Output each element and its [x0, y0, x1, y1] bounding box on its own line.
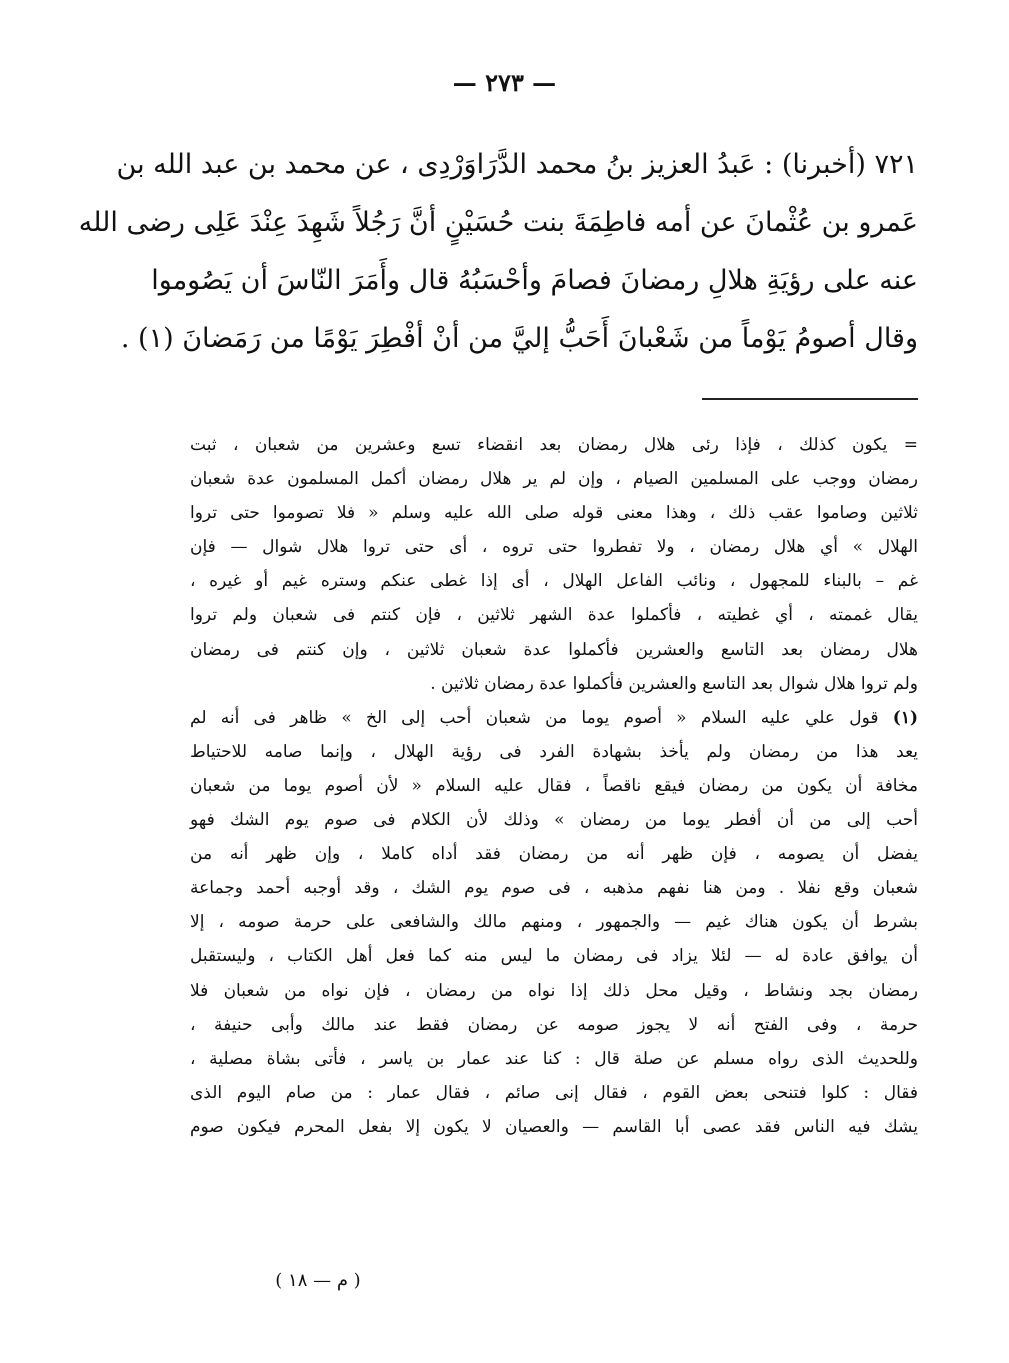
note-line: غم – بالبناء للمجهول ، ونائب الفاعل الهلال ، أى إذا غطى عنكم وستره غيم أو غيره ، — [190, 571, 918, 592]
footnote-line: حرمة ، وفى الفتح أنه لا يجوز صومه عن رمضان فقط عند مالك وأبى حنيفة ، — [190, 1014, 918, 1035]
footnote-line: رمضان بجد ونشاط ، وقيل محل ذلك إذا نواه من رمضان ، فإن نواه من شعبان فلا — [190, 980, 918, 1001]
signature-mark: ( م — ١٨ ) — [275, 1270, 361, 1291]
footnote-text: قول علي عليه السلام « أصوم يوما من شعبان أحب إلى الخ » ظاهر فى أنه لم — [190, 707, 879, 728]
footnote-line: أحب إلى من أن أفطر يوما من رمضان » وذلك لأن الكلام فى صوم يوم الشك فهو — [190, 810, 918, 831]
page-number: — ٢٧٣ — — [452, 68, 557, 97]
note-line: = يكون كذلك ، فإذا رئى هلال رمضان بعد انقضاء تسع وعشرين من شعبان ، ثبت — [190, 435, 918, 455]
footnote-1-first-line — [190, 701, 918, 735]
note-line: رمضان ووجب على المسلمين الصيام ، وإن لم ير هلال رمضان أكمل المسلمون عدة شعبان — [190, 469, 918, 490]
note-line: ثلاثين وصاموا عقب ذلك ، وهذا معنى قوله صلى الله عليه وسلم « فلا تصوموا حتى تروا — [190, 503, 918, 524]
footnote-line: فقال : كلوا فتنحى بعض القوم ، فقال إنى صائم ، فقال عمار : من صام اليوم الذى — [190, 1082, 918, 1103]
footnote-marker: (١) — [892, 707, 918, 728]
note-line: هلال رمضان بعد التاسع والعشرين فأكملوا عدة شعبان ثلاثين ، وإن كنتم فى رمضان — [190, 639, 918, 660]
note-line: يقال غممته ، أي غطيته ، فأكملوا عدة الشهر ثلاثين ، فإن كنتم فى شعبان ولم تروا — [190, 605, 918, 626]
footnote-divider — [702, 398, 918, 400]
footnote-line: شعبان وقع نفلا . ومن هنا نفهم مذهبه ، فى صوم يوم الشك ، وقد أوجبه أحمد وجماعة — [190, 878, 918, 899]
hadith-text-block — [78, 136, 918, 368]
note-line: الهلال » أي هلال رمضان ، ولا تفطروا حتى تروه ، أى حتى تروا هلال شوال — فإن — [190, 537, 918, 558]
footnotes-block — [190, 428, 918, 1144]
note-line: ولم تروا هلال شوال بعد التاسع والعشرين فأكملوا عدة رمضان ثلاثين . — [430, 673, 918, 694]
hadith-line: وقال أصومُ يَوْماً من شَعْبانَ أَحَبُّ إليَّ من أنْ أفْطِرَ يَوْمًا من رَمَضانَ (١) . — [120, 323, 918, 354]
hadith-line: عَمرو بن عُثْمانَ عن أمه فاطِمَةَ بنت حُسَيْنٍ أنَّ رَجُلاً شَهِدَ عِنْدَ عَلِى رضى الله — [78, 207, 918, 238]
footnote-line: يشك فيه الناس فقد عصى أبا القاسم — والعصيان لا يكون إلا بفعل المحرم فيكون صوم — [190, 1116, 918, 1137]
footnote-line: بشرط أن يكون هناك غيم — والجمهور ، ومنهم مالك والشافعى على حرمة صومه ، إلا — [190, 912, 918, 933]
hadith-line: عنه على رؤيَةِ هلالِ رمضانَ فصامَ وأحْسَبُهُ قال وأَمَرَ النّاسَ أن يَصُوموا — [151, 265, 918, 296]
footnote-line: يعد هذا من رمضان ولم يأخذ بشهادة الفرد فى رؤية الهلال ، وإنما صامه للاحتياط — [190, 741, 918, 762]
footnote-line: مخافة أن يكون من رمضان فيقع ناقصاً ، فقال عليه السلام « لأن أصوم يوما من شعبان — [190, 775, 918, 796]
hadith-line: ٧٢١ (أخبرنا) : عَبدُ العزيز بنُ محمد الدَّرَاوَرْدِى ، عن محمد بن عبد الله بن — [116, 149, 918, 180]
footnote-line: يفضل أن يصومه ، فإن ظهر أنه من رمضان فقد أداه كاملا ، وإن ظهر أنه من — [190, 844, 918, 865]
footnote-line: أن يوافق عادة له — لئلا يزاد فى رمضان ما ليس منه كما فعل أهل الكتاب ، وليستقبل — [190, 946, 918, 967]
footnote-line: وللحديث الذى رواه مسلم عن صلة قال : كنا عند عمار بن ياسر ، فأتى بشاة مصلية ، — [190, 1048, 918, 1069]
